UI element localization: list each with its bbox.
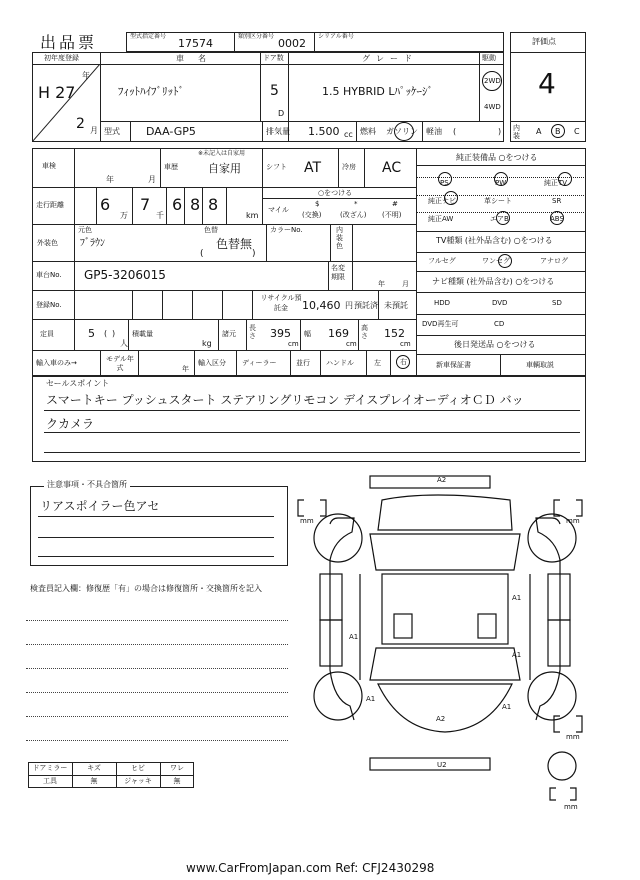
navi-cd: CD	[494, 320, 505, 328]
damage-mark: A1	[349, 633, 359, 641]
paren: )	[252, 249, 256, 259]
navi-sd: SD	[552, 299, 562, 307]
mileage-unit: km	[246, 211, 259, 220]
width-label: 幅	[304, 330, 311, 338]
equip-airbag: エアB	[490, 215, 509, 223]
ac-label: 冷房	[342, 163, 356, 171]
damage-mark: A1	[502, 703, 512, 711]
tv-analog: アナログ	[540, 257, 568, 265]
door-rl	[320, 620, 342, 666]
color-orig-label: 元色	[78, 226, 92, 234]
score-label: 評価点	[532, 37, 556, 46]
import-label: 輸入車のみ→	[36, 359, 77, 367]
car-diagram	[290, 470, 600, 810]
tailgate	[378, 684, 512, 732]
handle-label: ハンドル	[326, 359, 354, 367]
mileage-label: 走行距離	[36, 201, 64, 209]
mileage-digit: 6	[100, 195, 111, 214]
month-unit: 月	[90, 126, 98, 135]
fuel-diesel: 軽油	[426, 127, 442, 136]
size-unit: cm	[400, 340, 411, 348]
recycle-amount: 10,460	[302, 299, 341, 312]
interior-color-label: 内装色	[336, 226, 343, 250]
inspector-label: 検査員記入欄：修復歴「有」の場合は修復箇所・交換箇所を記入	[30, 584, 262, 593]
unknown-label: (不明)	[382, 211, 402, 219]
unit-rr: mm	[566, 733, 580, 741]
mileage-digit: 8	[208, 195, 219, 214]
sales-block	[32, 376, 586, 462]
dealer: ディーラー	[242, 359, 277, 367]
sales-line2: クカメラ	[46, 417, 95, 431]
footer-ref: www.CarFromJapan.com Ref: CFJ2430298	[186, 861, 435, 875]
rear-bumper	[370, 758, 490, 770]
mileage-sen: 千	[156, 211, 164, 220]
damage-mark: A1	[366, 695, 376, 703]
equip-sr: SR	[552, 197, 562, 205]
displacement-unit: cc	[344, 130, 353, 139]
color-orig: ﾌﾞﾗｳﾝ	[80, 238, 105, 249]
tamper-label: (改ざん)	[340, 211, 367, 219]
legend-cell: 工具	[43, 777, 57, 785]
right-profile-front	[536, 518, 560, 580]
equip-leather: 革シート	[484, 197, 512, 205]
type: DAA-GP5	[146, 125, 196, 138]
tamper-mark: *	[354, 200, 358, 208]
displacement-label: 排気量	[266, 127, 290, 136]
size-label: 諸元	[222, 330, 236, 338]
interior-label: 内装	[513, 124, 520, 140]
unknown-mark: #	[392, 200, 398, 208]
parallel: 並行	[296, 359, 310, 367]
equip-tv: 純正TV	[544, 179, 568, 187]
mark-note: ○をつける	[318, 189, 353, 197]
paren: )	[498, 127, 502, 136]
left: 左	[374, 359, 381, 367]
import-class-label: 輸入区分	[198, 359, 226, 367]
capacity-label: 定員	[40, 330, 54, 338]
inspection-month-unit: 月	[148, 175, 156, 184]
damage-mark: A2	[437, 476, 447, 484]
exchange-label: (交換)	[302, 211, 322, 219]
name-change-year: 年	[378, 280, 385, 288]
legend-cell: キズ	[87, 764, 101, 772]
paren: (	[200, 249, 204, 259]
drive-4wd: 4WD	[484, 103, 501, 111]
left-profile-front	[330, 518, 354, 580]
unit-fl: mm	[300, 517, 314, 525]
interior-c: C	[574, 127, 580, 136]
door-suffix: D	[278, 109, 285, 118]
windshield	[370, 534, 520, 570]
color-no-label: カラーNo.	[270, 226, 303, 234]
recycle-label: リサイクル預託金	[260, 294, 302, 312]
door-fl	[320, 574, 342, 620]
tv-oneseg: ワンセグ	[482, 257, 510, 265]
width: 169	[328, 327, 349, 340]
chassis-label: 車台No.	[36, 271, 62, 279]
navi-dvdplay: DVD再生可	[422, 320, 459, 328]
ac: AC	[382, 160, 402, 176]
shift: AT	[304, 160, 322, 176]
name-change-label: 名変期限	[331, 264, 345, 281]
score: 4	[538, 67, 556, 100]
history-note: ※未記入は自家用	[198, 150, 246, 157]
tire-box-fl	[298, 500, 304, 516]
navi-hdd: HDD	[434, 299, 451, 307]
car-name-label: 車名	[176, 54, 220, 63]
tv-header: TV種類 (社外品含む) ○をつける	[436, 236, 553, 245]
recycle-unpaid: 未預託	[384, 301, 408, 310]
roof	[382, 574, 508, 644]
grade: 1.5 HYBRID Lﾊﾟｯｹｰｼﾞ	[322, 85, 434, 98]
color-name-label: 色替	[204, 226, 218, 234]
unit-spare: mm	[564, 803, 578, 811]
mileage-digit: 8	[190, 195, 201, 214]
notes-line1: リアスポイラー色アセ	[40, 499, 160, 513]
interior-a: A	[536, 127, 542, 136]
size-unit: cm	[288, 340, 299, 348]
equip-abs: ABS	[550, 215, 564, 223]
paren: (	[453, 127, 457, 136]
equip-aw: 純正AW	[428, 215, 454, 223]
capacity: 5	[88, 327, 95, 340]
right: 右	[400, 358, 407, 366]
inspection-label: 車検	[42, 162, 56, 170]
damage-mark: A1	[512, 594, 522, 602]
legend-cell: 無	[173, 777, 181, 785]
unit-fr: mm	[566, 517, 580, 525]
tv-fullseg: フルセグ	[428, 257, 456, 265]
displacement: 1.500	[308, 125, 340, 138]
legend-cell: ヒビ	[131, 764, 145, 772]
front-bumper	[370, 476, 490, 488]
size-unit: cm	[346, 340, 357, 348]
drive-2wd: 2WD	[484, 77, 501, 85]
legend-cell: ジャッキ	[124, 777, 152, 785]
recycle-paid: 預託済	[354, 301, 378, 310]
category-code: 0002	[278, 37, 306, 50]
notes-block	[30, 486, 288, 566]
car-name: ﾌｨｯﾄﾊｲﾌﾞﾘｯﾄﾞ	[118, 85, 184, 98]
docs-warranty: 新車保証書	[436, 361, 471, 369]
sales-line1: スマートキー プッシュスタート ステアリングリモコン デイスプレイオーディオＣＤ バッ	[46, 393, 524, 407]
sheet-title: 出品票	[40, 33, 98, 52]
legend-cell: 無	[90, 777, 98, 785]
equip-ps: PS	[440, 179, 449, 187]
navi-dvd: DVD	[492, 299, 508, 307]
mileage-man: 万	[120, 211, 128, 220]
exterior-color-label: 外装色	[37, 239, 58, 247]
doors: 5	[270, 83, 279, 99]
legend-cell: ワレ	[170, 764, 184, 772]
wheel-fl	[314, 514, 362, 562]
spare-tire	[548, 752, 576, 780]
door-fr	[548, 574, 570, 620]
capacity-unit: 人	[120, 339, 128, 348]
length-label: 長さ	[249, 324, 256, 340]
legend-cell: ドアミラー	[32, 764, 68, 772]
load-label: 積載量	[132, 330, 153, 338]
interior-b: B	[555, 127, 561, 136]
paren: (	[104, 329, 108, 338]
paren: )	[112, 329, 116, 338]
mile-label: マイル	[268, 206, 289, 214]
mileage-digit: 7	[140, 195, 151, 214]
type-label: 型式	[104, 127, 120, 136]
length: 395	[270, 327, 291, 340]
doors-label: ドア数	[263, 54, 284, 62]
model-code-label: 型式指定番号	[130, 33, 167, 40]
docs-manual: 車輌取説	[526, 361, 554, 369]
first-reg-month: 2	[76, 116, 85, 132]
rear-window	[370, 648, 520, 680]
first-reg-label: 初年度登録	[44, 54, 79, 62]
fuel-label: 燃料	[360, 127, 376, 136]
height-label: 高さ	[361, 324, 368, 340]
history-label: 車歴	[164, 163, 178, 171]
model-year-unit: 年	[182, 365, 189, 373]
damage-mark: U2	[437, 761, 447, 769]
inspection-year-unit: 年	[106, 175, 114, 184]
year-unit: 年	[82, 71, 90, 80]
docs-header: 後日発送品 ○をつける	[454, 340, 536, 349]
door-rr	[548, 620, 570, 666]
damage-mark: A1	[512, 651, 522, 659]
height: 152	[384, 327, 405, 340]
fuel-gas: ガソリン	[386, 127, 418, 136]
reg-label: 登録No.	[36, 301, 62, 309]
shift-label: シフト	[266, 163, 287, 171]
serial-label: シリアル番号	[318, 33, 354, 40]
damage-mark: A2	[436, 715, 446, 723]
grade-label: グレード	[362, 54, 418, 63]
exchange-mark: $	[315, 200, 320, 208]
recycle-unit: 円	[345, 301, 353, 310]
hood	[378, 495, 512, 530]
mileage-digit: 6	[172, 195, 183, 214]
category-label: 類別区分番号	[238, 33, 275, 40]
notes-label: 注意事項・不具合箇所	[44, 481, 130, 489]
equip-pw: PW	[495, 179, 507, 187]
first-reg-year: H 27	[38, 83, 76, 102]
navi-header: ナビ種類 (社外品含む) ○をつける	[432, 277, 555, 286]
sales-label: セールスポイント	[46, 379, 110, 388]
equip-navi: 純正ナビ	[428, 197, 456, 205]
model-year-label: モデル年式	[106, 355, 134, 372]
name-change-month: 月	[402, 280, 409, 288]
drive-label: 駆動	[482, 54, 496, 62]
oem-header: 純正装備品 ○をつける	[456, 153, 538, 162]
color-change: 色替無	[216, 237, 253, 251]
model-code: 17574	[178, 37, 213, 50]
load-unit: kg	[202, 339, 212, 348]
history: 自家用	[208, 162, 241, 175]
chassis: GP5-3206015	[84, 268, 166, 282]
